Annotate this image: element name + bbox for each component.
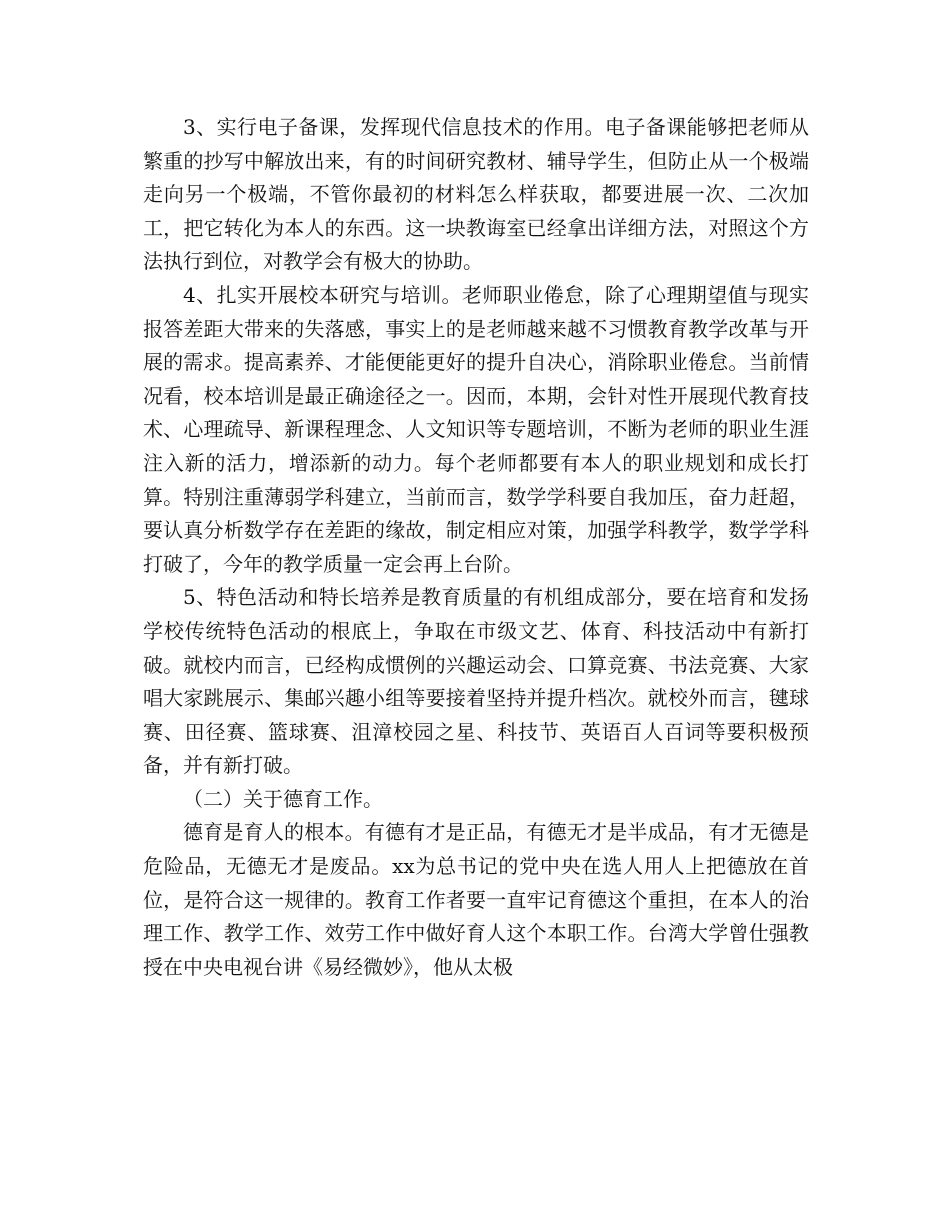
section-heading-moral-education: （二）关于德育工作。 [183, 786, 383, 811]
paragraph-electronic-lesson-prep: 3、实行电子备课，发挥现代信息技术的作用。电子备课能够把老师从繁重的抄写中解放出来，有的时间研究教材、辅导学生，但防止从一个极端走向另一个极端，不管你最初的材料怎么样获取，都要进展一次、二次加工，把它转化为本人的东西。这一块教诲室已经拿出详细方法，对照这个方法执行到位，对教学会有极大的协助。 [143, 115, 809, 274]
paragraph-school-training: 4、扎实开展校本研究与培训。老师职业倦怠，除了心理期望值与现实报答差距大带来的失落感，事实上的是老师越来越不习惯教育教学改革与开展的需求。提高素养、才能便能更好的提升自决心，消除职业倦怠。当前情况看，校本培训是最正确途径之一。因而，本期，会针对性开展现代教育技术、心理疏导、新课程理念、人文知识等专题培训，不断为老师的职业生涯注入新的活力，增添新的动力。每个老师都要有本人的职业规划和成长打算。特别注重薄弱学科建立，当前而言，数学学科要自我加压，奋力赶超，要认真分析数学存在差距的缘故，制定相应对策，加强学科教学，数学学科打破了，今年的教学质量一定会再上台阶。 [143, 282, 809, 576]
document-body [143, 111, 809, 984]
paragraph-moral-education: 德育是育人的根本。有德有才是正品，有德无才是半成品，有才无德是危险品，无德无才是废品。xx为总书记的党中央在选人用人上把德放在首位，是符合这一规律的。教育工作者要一直牢记育德这个重担，在本人的治理工作、教学工作、效劳工作中做好育人这个本职工作。台湾大学曾仕强教授在中央电视台讲《易经微妙》，他从太极 [143, 820, 809, 979]
paragraph-special-activities: 5、特色活动和特长培养是教育质量的有机组成部分，要在培育和发扬学校传统特色活动的根底上，争取在市级文艺、体育、科技活动中有新打破。就校内而言，已经构成惯例的兴趣运动会、口算竞赛、书法竞赛、大家唱大家跳展示、集邮兴趣小组等要接着坚持并提升档次。就校外而言，毽球赛、田径赛、篮球赛、沮漳校园之星、科技节、英语百人百词等要积极预备，并有新打破。 [143, 585, 809, 778]
